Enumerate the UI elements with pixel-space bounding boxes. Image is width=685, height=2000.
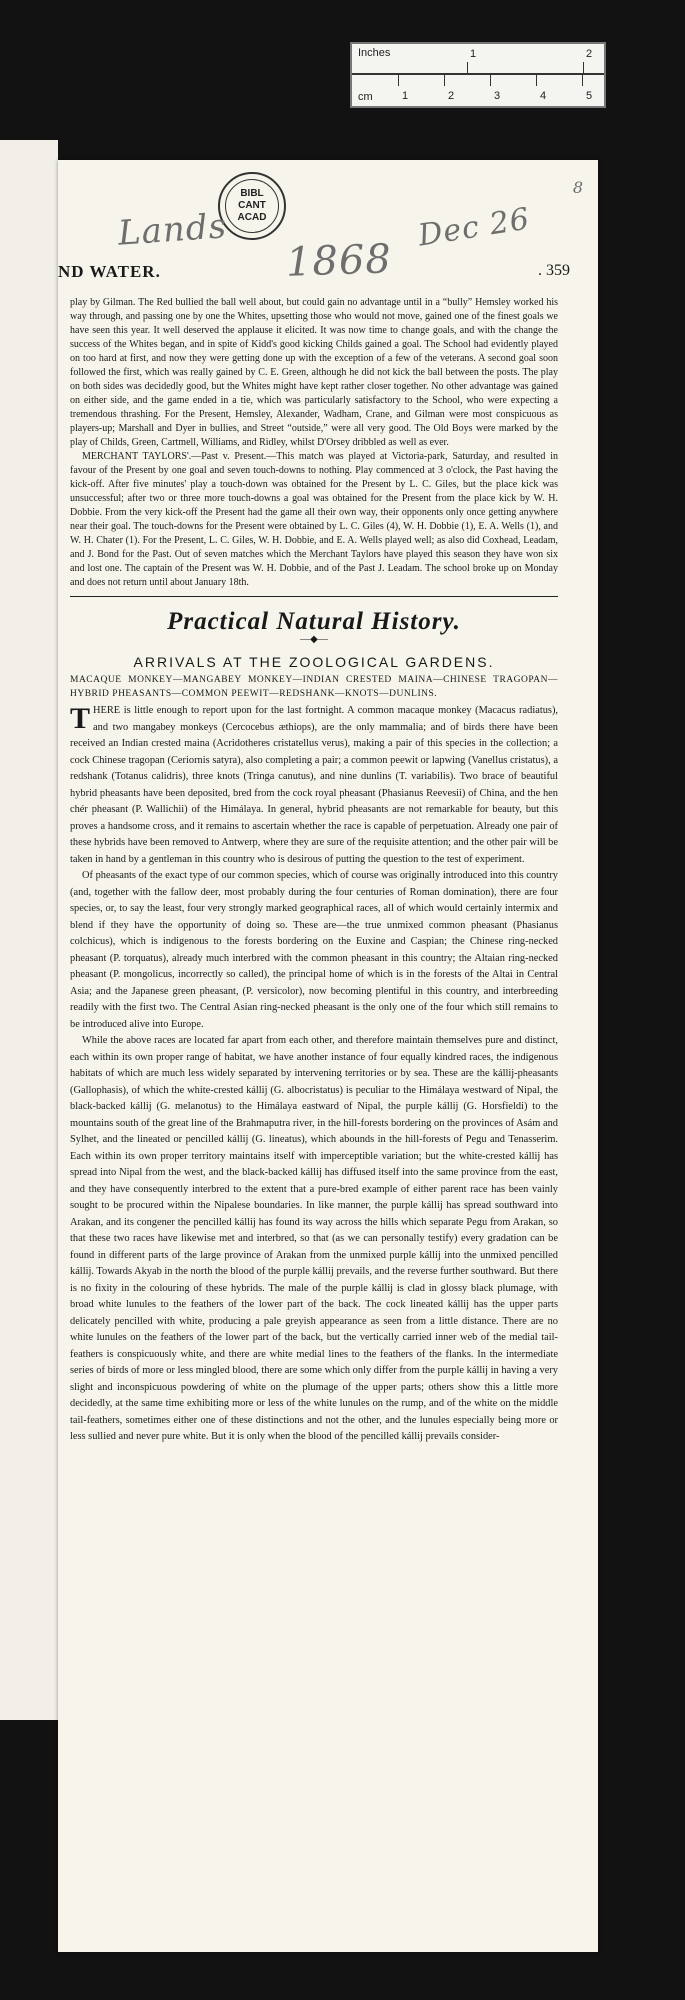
stamp-line: BIBL [240, 188, 264, 199]
ruler-cm-mark: 3 [494, 90, 501, 102]
ruler-inch-mark: 2 [586, 48, 593, 60]
handwritten-date: Dec 26 [415, 201, 533, 254]
stamp-line: CANT [238, 200, 266, 211]
header-title: ND WATER. [58, 262, 161, 281]
section-divider [70, 596, 558, 597]
library-stamp [218, 172, 286, 240]
article-paragraph: Of pheasants of the exact type of our common species, which of course was originally introduced into this country (and, together with the fallow deer, most probably during the four centuries of Roman domination), there are four species, or, to say the least, four very strongly marked geographical races, all of which would certainly intermix and blend if they have the opportunity of doing so. These are—the true unmixed common pheasant (Phasianus colchicus), which is indigenous to the forests bordering on the Euxine and Caspian; the Chinese ring-necked pheasant (P. torquatus), already much interbred with the common pheasant in this country; the Altaian ring-necked pheasant (P. mongolicus, incorrectly so called), the principal home of which is in the forests of the Altai in Central Asia; and the Japanese green pheasant, (P. versicolor), now becoming plentiful in this country, and interbreeding readily with the first two. The Central Asian ring-necked pheasant is the only one of the four which still remains to be introduced alive into Europe. [70, 870, 558, 1030]
page-number: . 359 [538, 262, 570, 279]
ruler-tick [583, 62, 584, 74]
running-header [58, 262, 570, 284]
ruler-inches-label: Inches [358, 47, 391, 59]
ruler-tick [582, 74, 583, 86]
newspaper-clipping [58, 160, 598, 1952]
football-report-paragraph: play by Gilman. The Red bullied the ball well about, but could gain no advantage until in a “bully” Hemsley worked his way through, and passing one by one the Whites, upsetting those who would not move, gained one of the finest goals we have seen this year. It well deserved the applause it elicited. It was now time to change goals, and with the change the success of the Whites began, and in spite of Kidd's good kicking Childs gained a goal. The School had evidently played on too hard at first, and now they were getting done up with the exception of a few of the veterans. A second goal soon followed the first, which was really gained by C. E. Green, although he did not kick the ball between the posts. The play on both sides was decidedly good, but the Whites might have kept rather closer together. No other advantage was gained on either side, and the game ended in a tie, which was particularly satisfactory to the School, who were expecting a tremendous thrashing. For the Present, Hemsley, Alexander, Wadham, Crane, and Gilman were most conspicuous as players-up; Marshall and Dyer in bullies, and Street “outside,” were all very good. The Old Boys were marked by the play of Childs, Green, Cartmell, Williams, and Ridley, whilst D'Orsey dribbled as well as ever. [70, 297, 558, 448]
article-paragraph: HERE is little enough to report upon for the last fortnight. A common macaque monkey (Macacus radiatus), and two mangabey monkeys (Cercocebus æthiops), are the only mammalia; and of birds there have been received an Indian crested maina (Acridotheres cristatellus verus), making a pair of this species in the collection; a cock Chinese tragopan (Ceriornis satyra), also completing a pair; a common peewit or lapwing (Vanellus cristatus), a redshank (Totanus calidris), three knots (Tringa canutus), and nine dunlins (T. variabilis). Two brace of beautiful hybrid pheasants have been deposited, bred from the cock royal pheasant (Phasianus Reevesii) of China, and the hen chér pheasant (P. Wallichii) of the Himálaya. In general, hybrid pheasants are not remarkable for beauty, but this proves a handsome cross, and it remains to ascertain whether the race is capable of perpetuation. Already one pair of these hybrids have been removed to Antwerp, where they are sure of the requisite attention; and the other pair will be taken in hand by a gentleman in this country who is desirous of putting the question to the test of experiment. [70, 705, 558, 865]
ruler-cm-mark: 5 [586, 90, 593, 102]
drop-cap: T [70, 702, 91, 735]
stamp-line: ACAD [237, 212, 267, 223]
merchant-taylors-paragraph: MERCHANT TAYLORS'.—Past v. Present.—This match was played at Victoria-park, Saturday, and resulted in favour of the Present by one goal and seven touch-downs to nothing. Play commenced at 3 o'clock, the Past having the kick-off. After five minutes' play a touch-down was obtained for the Present by L. C. Giles, but the place kick was unsuccessful; after two or three more touch-downs a goal was obtained for the Present from the place kick by W. H. Dobbie. From the very kick-off the Present had the game all their own way, their opponents only once getting anywhere near their goal. The touch-downs for the Present were obtained by L. C. Giles (4), W. H. Dobbie (1), E. A. Wells (1), and W. H. Chater (1). For the Present, L. C. Giles, W. H. Dobbie, and E. A. Wells played well; as also did Coxhead, Leadam, and J. Bond for the Past. Out of seven matches which the Merchant Taylors have played this season they have won six and lost one. The captain of the Present was W. H. Dobbie, and of the Past J. Leadam. The school broke up on Monday and does not return until about January 18th. [70, 451, 558, 588]
ruler-tick [536, 74, 537, 86]
ruler-cm-mark: 4 [540, 90, 547, 102]
handwritten-folio: 8 [572, 178, 584, 197]
ornament: —◆— [300, 634, 328, 645]
handwritten-source: Lands [116, 206, 229, 254]
section-title: Practical Natural History. [167, 608, 461, 635]
ruler-inch-mark: 1 [470, 48, 477, 60]
adjacent-page-edge [0, 140, 58, 1720]
ruler-tick [490, 74, 491, 86]
ruler-tick [398, 74, 399, 86]
ruler-divider [352, 73, 604, 75]
article-column [70, 296, 558, 1446]
handwritten-year: 1868 [285, 236, 393, 286]
ruler-cm-mark: 2 [448, 90, 455, 102]
scale-ruler [350, 42, 606, 108]
natural-history-article [70, 703, 558, 1446]
article-heading: ARRIVALS AT THE ZOOLOGICAL GARDENS. [133, 654, 495, 670]
ruler-tick [444, 74, 445, 86]
article-paragraph: While the above races are located far apart from each other, and therefore maintain themselves pure and distinct, each within its own proper range of habitat, we have another instance of four equally kindred races, the indigenous habitats of which are much less widely separated by intervening territories or by sea. These are the kállij-pheasants (Gallophasis), of which the white-crested kállij (G. albocristatus) is peculiar to the Himálaya westward of Nipal, the black-backed kállij (G. melanotus) to the Himálaya eastward of Nipal, the purple kállij (G. Horsfieldi) to the mountains south of the great line of the Brahmaputra river, in the hill-forests bordering on the provinces of Asám and Sylhet, and the lineated or pencilled kállij (G. lineatus), which abounds in the hill-forests of Pegu and Tenasserim. Each within its own proper territory maintains itself with imperceptible variation; but the white-crested kállij has spread into Nipal from the west, and the black-backed kállij has diffused itself into the same province from the east, and they have consequently interbred to the extent that a pure-bred example of either parent race has been vainly sought to be procured within the Nipalese boundaries. In like manner, the purple kállij has spread southward into Arakan, and its congener the pencilled kállij has found its way across the hills which separate Pegu from Arakan, so that these two races have likewise met and interbred, so that (as we can personally testify) every gradation can be found in different parts of the large province of Arakan from the unmixed purple kállij into the unmixed pencilled kállij. Towards Akyab in the north the blood of the purple kállij prevails, and the reverse further southward. But there is no fixity in the colouring of these hybrids. The male of the purple kállij is clad in glossy black plumage, with broad white lunules to the feathers of the lower part of the back. The cock lineated kállij has the upper parts delicately pencilled with white, producing a pale greyish appearance as seen from a little distance. There are no white lunules on the feathers of the lower part of the back, but the vertically carried inner web of the medial tail-feathers is conspicuously white, and there are white medial lines to the feathers of the flanks. In the intermediate series of birds of more or less mingled blood, there are some which only differ from the purple kállij in having a very slight and inconspicuous powdering of white on the plumage of the upper parts; others show this a little more decidedly, at the same time exhibiting more or less of the white lunules on the rump, and of the white on the middle tail-feathers, sometimes either one of these distinctions and not the other, and the lunules especially being more or less sullied and never pure white. But it is only when the blood of the pencilled kállij prevails consider- [70, 1035, 558, 1442]
ruler-tick [467, 62, 468, 74]
ruler-cm-label: cm [358, 91, 373, 103]
ruler-cm-mark: 1 [402, 90, 409, 102]
article-subheading: MACAQUE MONKEY—MANGABEY MONKEY—INDIAN CRESTED MAINA—CHINESE TRAGOPAN—HYBRID PHEASANTS—COMMON PEEWIT—REDSHANK—KNOTS—DUNLINS. [70, 675, 558, 699]
